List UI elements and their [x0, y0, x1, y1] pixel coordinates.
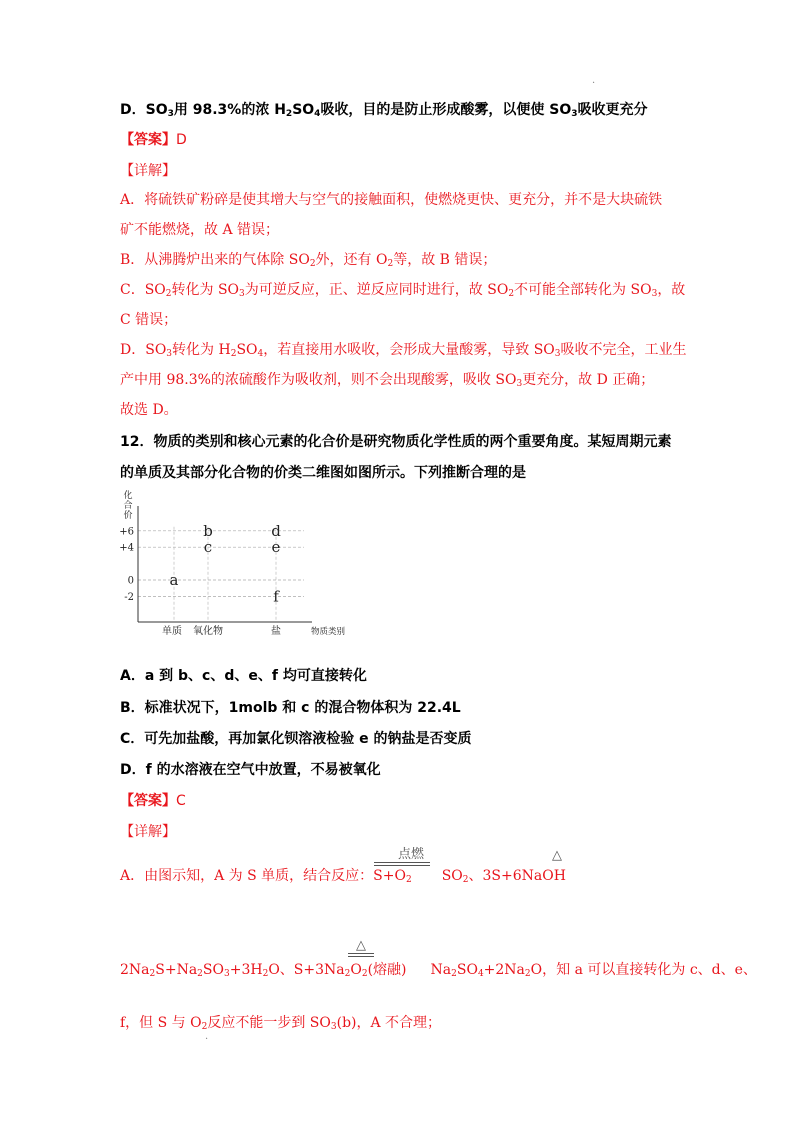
- q12-detail-tag: 【详解】: [120, 824, 176, 840]
- q11-conclusion: 故选 D。: [120, 402, 178, 418]
- q12-detail-eq1: A．由图示知，A 为 S 单质，结合反应：$S+O_2$ $SO_2$、3S+6NaOH: [120, 868, 566, 885]
- q12-detail-eq3: f，但 S 与 $O_2$反应不能一步到 $SO_3(b)$，A 不合理；: [120, 1015, 442, 1032]
- q11-detail-a1: A．将硫铁矿粉碎是使其增大与空气的接触面积，使燃烧更快、更充分，并不是大块硫铁: [120, 192, 663, 208]
- page-mark-bottom: ·: [205, 1034, 209, 1045]
- q12-option-c: C．可先加盐酸，再加氯化钡溶液检验 e 的钠盐是否变质: [120, 731, 472, 747]
- reaction-arrow-2: [348, 953, 374, 954]
- y-tick-label: +6: [119, 526, 134, 538]
- q12-option-b: B．标准状况下，1molb 和 c 的混合物体积为 22.4L: [120, 700, 461, 716]
- answer-value: C: [176, 793, 186, 809]
- q12-detail-eq2: $2Na_2S+Na_2SO_3+3H_2O$、$S+3Na_2O_2$(熔融) $Na_2SO_4+2Na_2O$，知 a 可以直接转化为 c、d、e、: [120, 962, 757, 979]
- y-tick-label: 0: [127, 575, 134, 587]
- point-a: a: [169, 571, 179, 589]
- x-tick-label: 氧化物: [193, 626, 223, 637]
- point-d: d: [271, 521, 281, 540]
- q11-detail-c: C．$SO_2$转化为 $SO_3$为可逆反应，正、逆反应同时进行，故 $SO_2$不可能全部转化为 $SO_3$，故: [120, 282, 686, 299]
- reaction-arrow-1: [374, 862, 430, 863]
- point-c: c: [203, 538, 213, 557]
- reaction-arrow-2b: [348, 956, 374, 957]
- q12-option-a: A．a 到 b、c、d、e、f 均可直接转化: [120, 668, 367, 684]
- point-f: f: [273, 587, 279, 606]
- q12-option-d: D．f 的水溶液在空气中放置，不易被氧化: [120, 762, 381, 778]
- q11-detail-a2: 矿不能燃烧，故 A 错误；: [120, 222, 280, 238]
- page-mark: ·: [592, 78, 596, 89]
- point-b: b: [203, 521, 213, 540]
- condition-heat-2: △: [356, 938, 366, 953]
- y-tick-label: +4: [119, 542, 134, 554]
- q11-detail-tag: 【详解】: [120, 163, 176, 179]
- q11-detail-c2: C 错误；: [120, 312, 178, 328]
- q11-detail-d2: 产中用 98.3%的浓硫酸作为吸收剂，则不会出现酸雾，吸收 $SO_3$更充分，故 D 正确；: [120, 372, 655, 389]
- condition-ignite: 点燃: [398, 847, 425, 862]
- point-e: e: [271, 538, 281, 557]
- q12-answer: [120, 791, 186, 811]
- y-tick-label: -2: [124, 591, 134, 603]
- q12-stem-line1: 12．物质的类别和核心元素的化合价是研究物质化学性质的两个重要角度。某短周期元素: [120, 434, 672, 450]
- condition-heat-1: △: [552, 848, 562, 863]
- answer-tag: 【答案】: [120, 793, 176, 809]
- q11-detail-b: B．从沸腾炉出来的气体除 $SO_2$外，还有 $O_2$等，故 B 错误；: [120, 252, 497, 269]
- valence-category-chart: [116, 490, 366, 640]
- q11-answer: [120, 130, 187, 150]
- y-axis-label: 化合价: [123, 491, 133, 521]
- q12-stem-line2: 的单质及其部分化合物的价类二维图如图所示。下列推断合理的是: [120, 465, 526, 481]
- q11-option-d: D．$SO_3$用 98.3%的浓 $H_2SO_4$吸收，目的是防止形成酸雾，以便使 $SO_3$吸收更充分: [120, 102, 648, 119]
- x-tick-label: 单质: [162, 626, 182, 637]
- answer-value: D: [176, 132, 187, 148]
- x-axis-label: 物质类别: [310, 627, 346, 637]
- answer-tag: 【答案】: [120, 132, 176, 148]
- q11-detail-d: D．$SO_3$转化为 $H_2SO_4$，若直接用水吸收，会形成大量酸雾，导致 $SO_3$吸收不完全，工业生: [120, 342, 687, 359]
- x-tick-label: 盐: [271, 626, 281, 637]
